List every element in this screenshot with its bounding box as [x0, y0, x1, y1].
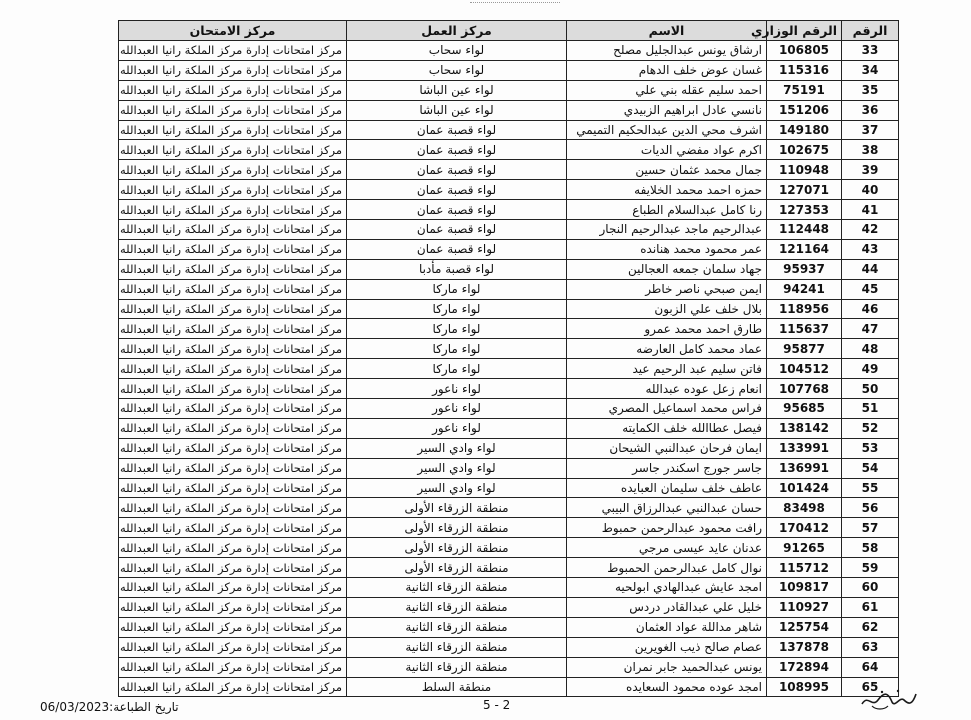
row-ministry-id: 107768 [767, 379, 842, 399]
row-exam-center: مركز امتحانات إدارة مركز الملكة رانيا العبدالله [119, 239, 347, 259]
table-row [119, 438, 899, 458]
row-work-center: لواء قصبة عمان [347, 120, 567, 140]
row-exam-center: مركز امتحانات إدارة مركز الملكة رانيا العبدالله [119, 677, 347, 697]
page-number: 5 - 2 [483, 698, 511, 712]
row-work-center: منطقة الزرقاء الثانية [347, 597, 567, 617]
row-exam-center: مركز امتحانات إدارة مركز الملكة رانيا العبدالله [119, 299, 347, 319]
row-name: ارشاق يونس عبدالجليل مصلح [567, 41, 767, 61]
row-work-center: منطقة الزرقاء الأولى [347, 498, 567, 518]
row-number: 33 [842, 41, 899, 61]
row-ministry-id: 149180 [767, 120, 842, 140]
row-name: طارق احمد محمد عمرو [567, 319, 767, 339]
row-work-center: منطقة الزرقاء الأولى [347, 518, 567, 538]
row-number: 61 [842, 597, 899, 617]
row-work-center: منطقة الزرقاء الثانية [347, 637, 567, 657]
row-exam-center: مركز امتحانات إدارة مركز الملكة رانيا العبدالله [119, 498, 347, 518]
row-work-center: لواء عين الباشا [347, 100, 567, 120]
row-work-center: لواء وادي السير [347, 438, 567, 458]
row-exam-center: مركز امتحانات إدارة مركز الملكة رانيا العبدالله [119, 518, 347, 538]
table-row [119, 200, 899, 220]
table-row [119, 319, 899, 339]
row-exam-center: مركز امتحانات إدارة مركز الملكة رانيا العبدالله [119, 578, 347, 598]
row-ministry-id: 94241 [767, 279, 842, 299]
row-name: جهاد سلمان جمعه العجالين [567, 259, 767, 279]
table-row [119, 597, 899, 617]
row-ministry-id: 75191 [767, 80, 842, 100]
row-name: انعام زعل عوده عبدالله [567, 379, 767, 399]
row-number: 40 [842, 180, 899, 200]
row-work-center: منطقة الزرقاء الأولى [347, 538, 567, 558]
row-ministry-id: 172894 [767, 657, 842, 677]
row-exam-center: مركز امتحانات إدارة مركز الملكة رانيا العبدالله [119, 418, 347, 438]
row-number: 54 [842, 458, 899, 478]
row-number: 51 [842, 399, 899, 419]
row-name: ايمن صبحي ناصر خاطر [567, 279, 767, 299]
row-ministry-id: 170412 [767, 518, 842, 538]
table-header-row [119, 21, 899, 41]
table-row [119, 558, 899, 578]
table-row [119, 399, 899, 419]
row-work-center: لواء قصبة عمان [347, 140, 567, 160]
table-row [119, 637, 899, 657]
top-dotted-rule [470, 2, 560, 3]
table-row [119, 100, 899, 120]
table-row [119, 140, 899, 160]
row-name: خليل علي عبدالقادر دردس [567, 597, 767, 617]
table-row [119, 657, 899, 677]
row-exam-center: مركز امتحانات إدارة مركز الملكة رانيا العبدالله [119, 100, 347, 120]
row-name: حمزه احمد محمد الخلايفه [567, 180, 767, 200]
row-work-center: لواء قصبة عمان [347, 160, 567, 180]
row-work-center: منطقة الزرقاء الثانية [347, 617, 567, 637]
row-ministry-id: 91265 [767, 538, 842, 558]
row-exam-center: مركز امتحانات إدارة مركز الملكة رانيا العبدالله [119, 379, 347, 399]
row-ministry-id: 125754 [767, 617, 842, 637]
row-ministry-id: 102675 [767, 140, 842, 160]
row-number: 41 [842, 200, 899, 220]
row-number: 34 [842, 60, 899, 80]
row-number: 48 [842, 339, 899, 359]
row-number: 39 [842, 160, 899, 180]
row-exam-center: مركز امتحانات إدارة مركز الملكة رانيا العبدالله [119, 438, 347, 458]
row-name: نوال كامل عبدالرحمن الحمبوط [567, 558, 767, 578]
row-work-center: لواء ناعور [347, 418, 567, 438]
table-row [119, 279, 899, 299]
row-exam-center: مركز امتحانات إدارة مركز الملكة رانيا العبدالله [119, 399, 347, 419]
row-work-center: لواء سحاب [347, 60, 567, 80]
row-work-center: منطقة السلط [347, 677, 567, 697]
row-name: عماد محمد كامل العارضه [567, 339, 767, 359]
table-row [119, 160, 899, 180]
row-ministry-id: 109817 [767, 578, 842, 598]
row-name: ايمان فرحان عبدالنبي الشيحان [567, 438, 767, 458]
row-ministry-id: 110927 [767, 597, 842, 617]
row-exam-center: مركز امتحانات إدارة مركز الملكة رانيا العبدالله [119, 597, 347, 617]
row-ministry-id: 95685 [767, 399, 842, 419]
row-number: 62 [842, 617, 899, 637]
row-work-center: لواء ماركا [347, 339, 567, 359]
row-ministry-id: 115712 [767, 558, 842, 578]
row-number: 65 [842, 677, 899, 697]
row-name: عصام صالح ذيب الغويرين [567, 637, 767, 657]
table-row [119, 80, 899, 100]
table-row [119, 478, 899, 498]
row-ministry-id: 121164 [767, 239, 842, 259]
row-ministry-id: 138142 [767, 418, 842, 438]
row-work-center: لواء ماركا [347, 279, 567, 299]
row-name: رافت محمود عبدالرحمن حمبوط [567, 518, 767, 538]
row-work-center: لواء ماركا [347, 359, 567, 379]
table-row [119, 617, 899, 637]
row-ministry-id: 101424 [767, 478, 842, 498]
row-name: فراس محمد اسماعيل المصري [567, 399, 767, 419]
table-row [119, 359, 899, 379]
row-number: 52 [842, 418, 899, 438]
row-ministry-id: 95937 [767, 259, 842, 279]
row-number: 55 [842, 478, 899, 498]
row-exam-center: مركز امتحانات إدارة مركز الملكة رانيا العبدالله [119, 60, 347, 80]
table-row [119, 41, 899, 61]
row-exam-center: مركز امتحانات إدارة مركز الملكة رانيا العبدالله [119, 220, 347, 240]
header-ministry-id: الرقم الوزاري [767, 21, 842, 41]
row-number: 56 [842, 498, 899, 518]
row-ministry-id: 151206 [767, 100, 842, 120]
table-row [119, 239, 899, 259]
row-name: عدنان عايد عيسى مرجي [567, 538, 767, 558]
table-row [119, 180, 899, 200]
row-name: امجد عوده محمود السعايده [567, 677, 767, 697]
row-work-center: لواء ناعور [347, 399, 567, 419]
row-exam-center: مركز امتحانات إدارة مركز الملكة رانيا العبدالله [119, 458, 347, 478]
row-name: جمال محمد عثمان حسين [567, 160, 767, 180]
row-name: نانسي عادل ابراهيم الزبيدي [567, 100, 767, 120]
row-name: احمد سليم عقله بني علي [567, 80, 767, 100]
table-row [119, 379, 899, 399]
row-number: 36 [842, 100, 899, 120]
row-number: 44 [842, 259, 899, 279]
row-name: يونس عبدالحميد جابر نمران [567, 657, 767, 677]
row-exam-center: مركز امتحانات إدارة مركز الملكة رانيا العبدالله [119, 160, 347, 180]
row-ministry-id: 118956 [767, 299, 842, 319]
row-exam-center: مركز امتحانات إدارة مركز الملكة رانيا العبدالله [119, 617, 347, 637]
row-work-center: لواء سحاب [347, 41, 567, 61]
row-number: 37 [842, 120, 899, 140]
row-exam-center: مركز امتحانات إدارة مركز الملكة رانيا العبدالله [119, 140, 347, 160]
row-work-center: لواء وادي السير [347, 458, 567, 478]
table-row [119, 259, 899, 279]
table-row [119, 60, 899, 80]
row-exam-center: مركز امتحانات إدارة مركز الملكة رانيا العبدالله [119, 657, 347, 677]
row-ministry-id: 106805 [767, 41, 842, 61]
row-work-center: لواء قصبة عمان [347, 220, 567, 240]
row-number: 50 [842, 379, 899, 399]
row-name: غسان عوض خلف الدهام [567, 60, 767, 80]
row-number: 58 [842, 538, 899, 558]
table-row [119, 458, 899, 478]
table-row [119, 677, 899, 697]
row-ministry-id: 133991 [767, 438, 842, 458]
row-name: عمر محمود محمد هنانده [567, 239, 767, 259]
row-work-center: منطقة الزرقاء الثانية [347, 657, 567, 677]
header-number: الرقم [842, 21, 899, 41]
row-ministry-id: 127353 [767, 200, 842, 220]
row-ministry-id: 110948 [767, 160, 842, 180]
row-exam-center: مركز امتحانات إدارة مركز الملكة رانيا العبدالله [119, 339, 347, 359]
table-body [119, 41, 899, 697]
row-name: رنا كامل عبدالسلام الطباع [567, 200, 767, 220]
row-ministry-id: 136991 [767, 458, 842, 478]
row-exam-center: مركز امتحانات إدارة مركز الملكة رانيا العبدالله [119, 200, 347, 220]
row-name: اشرف محي الدين عبدالحكيم التميمي [567, 120, 767, 140]
row-exam-center: مركز امتحانات إدارة مركز الملكة رانيا العبدالله [119, 478, 347, 498]
row-ministry-id: 104512 [767, 359, 842, 379]
row-ministry-id: 108995 [767, 677, 842, 697]
row-ministry-id: 83498 [767, 498, 842, 518]
row-number: 64 [842, 657, 899, 677]
row-work-center: لواء قصبة مأدبا [347, 259, 567, 279]
row-number: 63 [842, 637, 899, 657]
print-date: تاريخ الطباعة:06/03/2023 [40, 700, 179, 714]
row-name: جاسر جورج اسكندر جاسر [567, 458, 767, 478]
row-work-center: لواء قصبة عمان [347, 180, 567, 200]
row-number: 47 [842, 319, 899, 339]
table-row [119, 578, 899, 598]
row-ministry-id: 137878 [767, 637, 842, 657]
row-exam-center: مركز امتحانات إدارة مركز الملكة رانيا العبدالله [119, 120, 347, 140]
header-work-center: مركز العمل [347, 21, 567, 41]
table-row [119, 120, 899, 140]
row-exam-center: مركز امتحانات إدارة مركز الملكة رانيا العبدالله [119, 80, 347, 100]
table-row [119, 538, 899, 558]
row-work-center: منطقة الزرقاء الأولى [347, 558, 567, 578]
row-number: 38 [842, 140, 899, 160]
table-row [119, 299, 899, 319]
row-exam-center: مركز امتحانات إدارة مركز الملكة رانيا العبدالله [119, 259, 347, 279]
row-ministry-id: 95877 [767, 339, 842, 359]
row-ministry-id: 112448 [767, 220, 842, 240]
row-name: اكرم عواد مفضي الديات [567, 140, 767, 160]
table-row [119, 498, 899, 518]
row-work-center: لواء عين الباشا [347, 80, 567, 100]
table-row [119, 418, 899, 438]
signature-image [858, 686, 918, 714]
exam-assignment-table [118, 20, 899, 697]
row-number: 42 [842, 220, 899, 240]
row-exam-center: مركز امتحانات إدارة مركز الملكة رانيا العبدالله [119, 637, 347, 657]
row-number: 53 [842, 438, 899, 458]
row-number: 60 [842, 578, 899, 598]
table-row [119, 220, 899, 240]
row-exam-center: مركز امتحانات إدارة مركز الملكة رانيا العبدالله [119, 41, 347, 61]
header-exam-center: مركز الامتحان [119, 21, 347, 41]
row-name: امجد عايش عبدالهادي ابولحيه [567, 578, 767, 598]
row-work-center: لواء ماركا [347, 299, 567, 319]
row-work-center: منطقة الزرقاء الثانية [347, 578, 567, 598]
row-number: 45 [842, 279, 899, 299]
row-work-center: لواء قصبة عمان [347, 200, 567, 220]
row-name: عاطف خلف سليمان العبايده [567, 478, 767, 498]
row-work-center: لواء وادي السير [347, 478, 567, 498]
row-number: 49 [842, 359, 899, 379]
row-exam-center: مركز امتحانات إدارة مركز الملكة رانيا العبدالله [119, 319, 347, 339]
row-exam-center: مركز امتحانات إدارة مركز الملكة رانيا العبدالله [119, 279, 347, 299]
row-number: 43 [842, 239, 899, 259]
row-name: حسان عبدالنبي عبدالرزاق البيبي [567, 498, 767, 518]
row-name: فاتن سليم عبد الرحيم عيد [567, 359, 767, 379]
row-exam-center: مركز امتحانات إدارة مركز الملكة رانيا العبدالله [119, 538, 347, 558]
row-work-center: لواء ماركا [347, 319, 567, 339]
row-exam-center: مركز امتحانات إدارة مركز الملكة رانيا العبدالله [119, 180, 347, 200]
header-name: الاسم [567, 21, 767, 41]
row-work-center: لواء ناعور [347, 379, 567, 399]
row-ministry-id: 127071 [767, 180, 842, 200]
row-name: فيصل عطاالله خلف الكمايته [567, 418, 767, 438]
row-exam-center: مركز امتحانات إدارة مركز الملكة رانيا العبدالله [119, 359, 347, 379]
row-number: 35 [842, 80, 899, 100]
row-name: عبدالرحيم ماجد عبدالرحيم النجار [567, 220, 767, 240]
row-ministry-id: 115316 [767, 60, 842, 80]
table-row [119, 518, 899, 538]
row-work-center: لواء قصبة عمان [347, 239, 567, 259]
row-number: 57 [842, 518, 899, 538]
row-number: 46 [842, 299, 899, 319]
row-number: 59 [842, 558, 899, 578]
row-exam-center: مركز امتحانات إدارة مركز الملكة رانيا العبدالله [119, 558, 347, 578]
row-name: شاهر مداللة عواد العثمان [567, 617, 767, 637]
row-ministry-id: 115637 [767, 319, 842, 339]
row-name: بلال خلف علي الزبون [567, 299, 767, 319]
table-row [119, 339, 899, 359]
